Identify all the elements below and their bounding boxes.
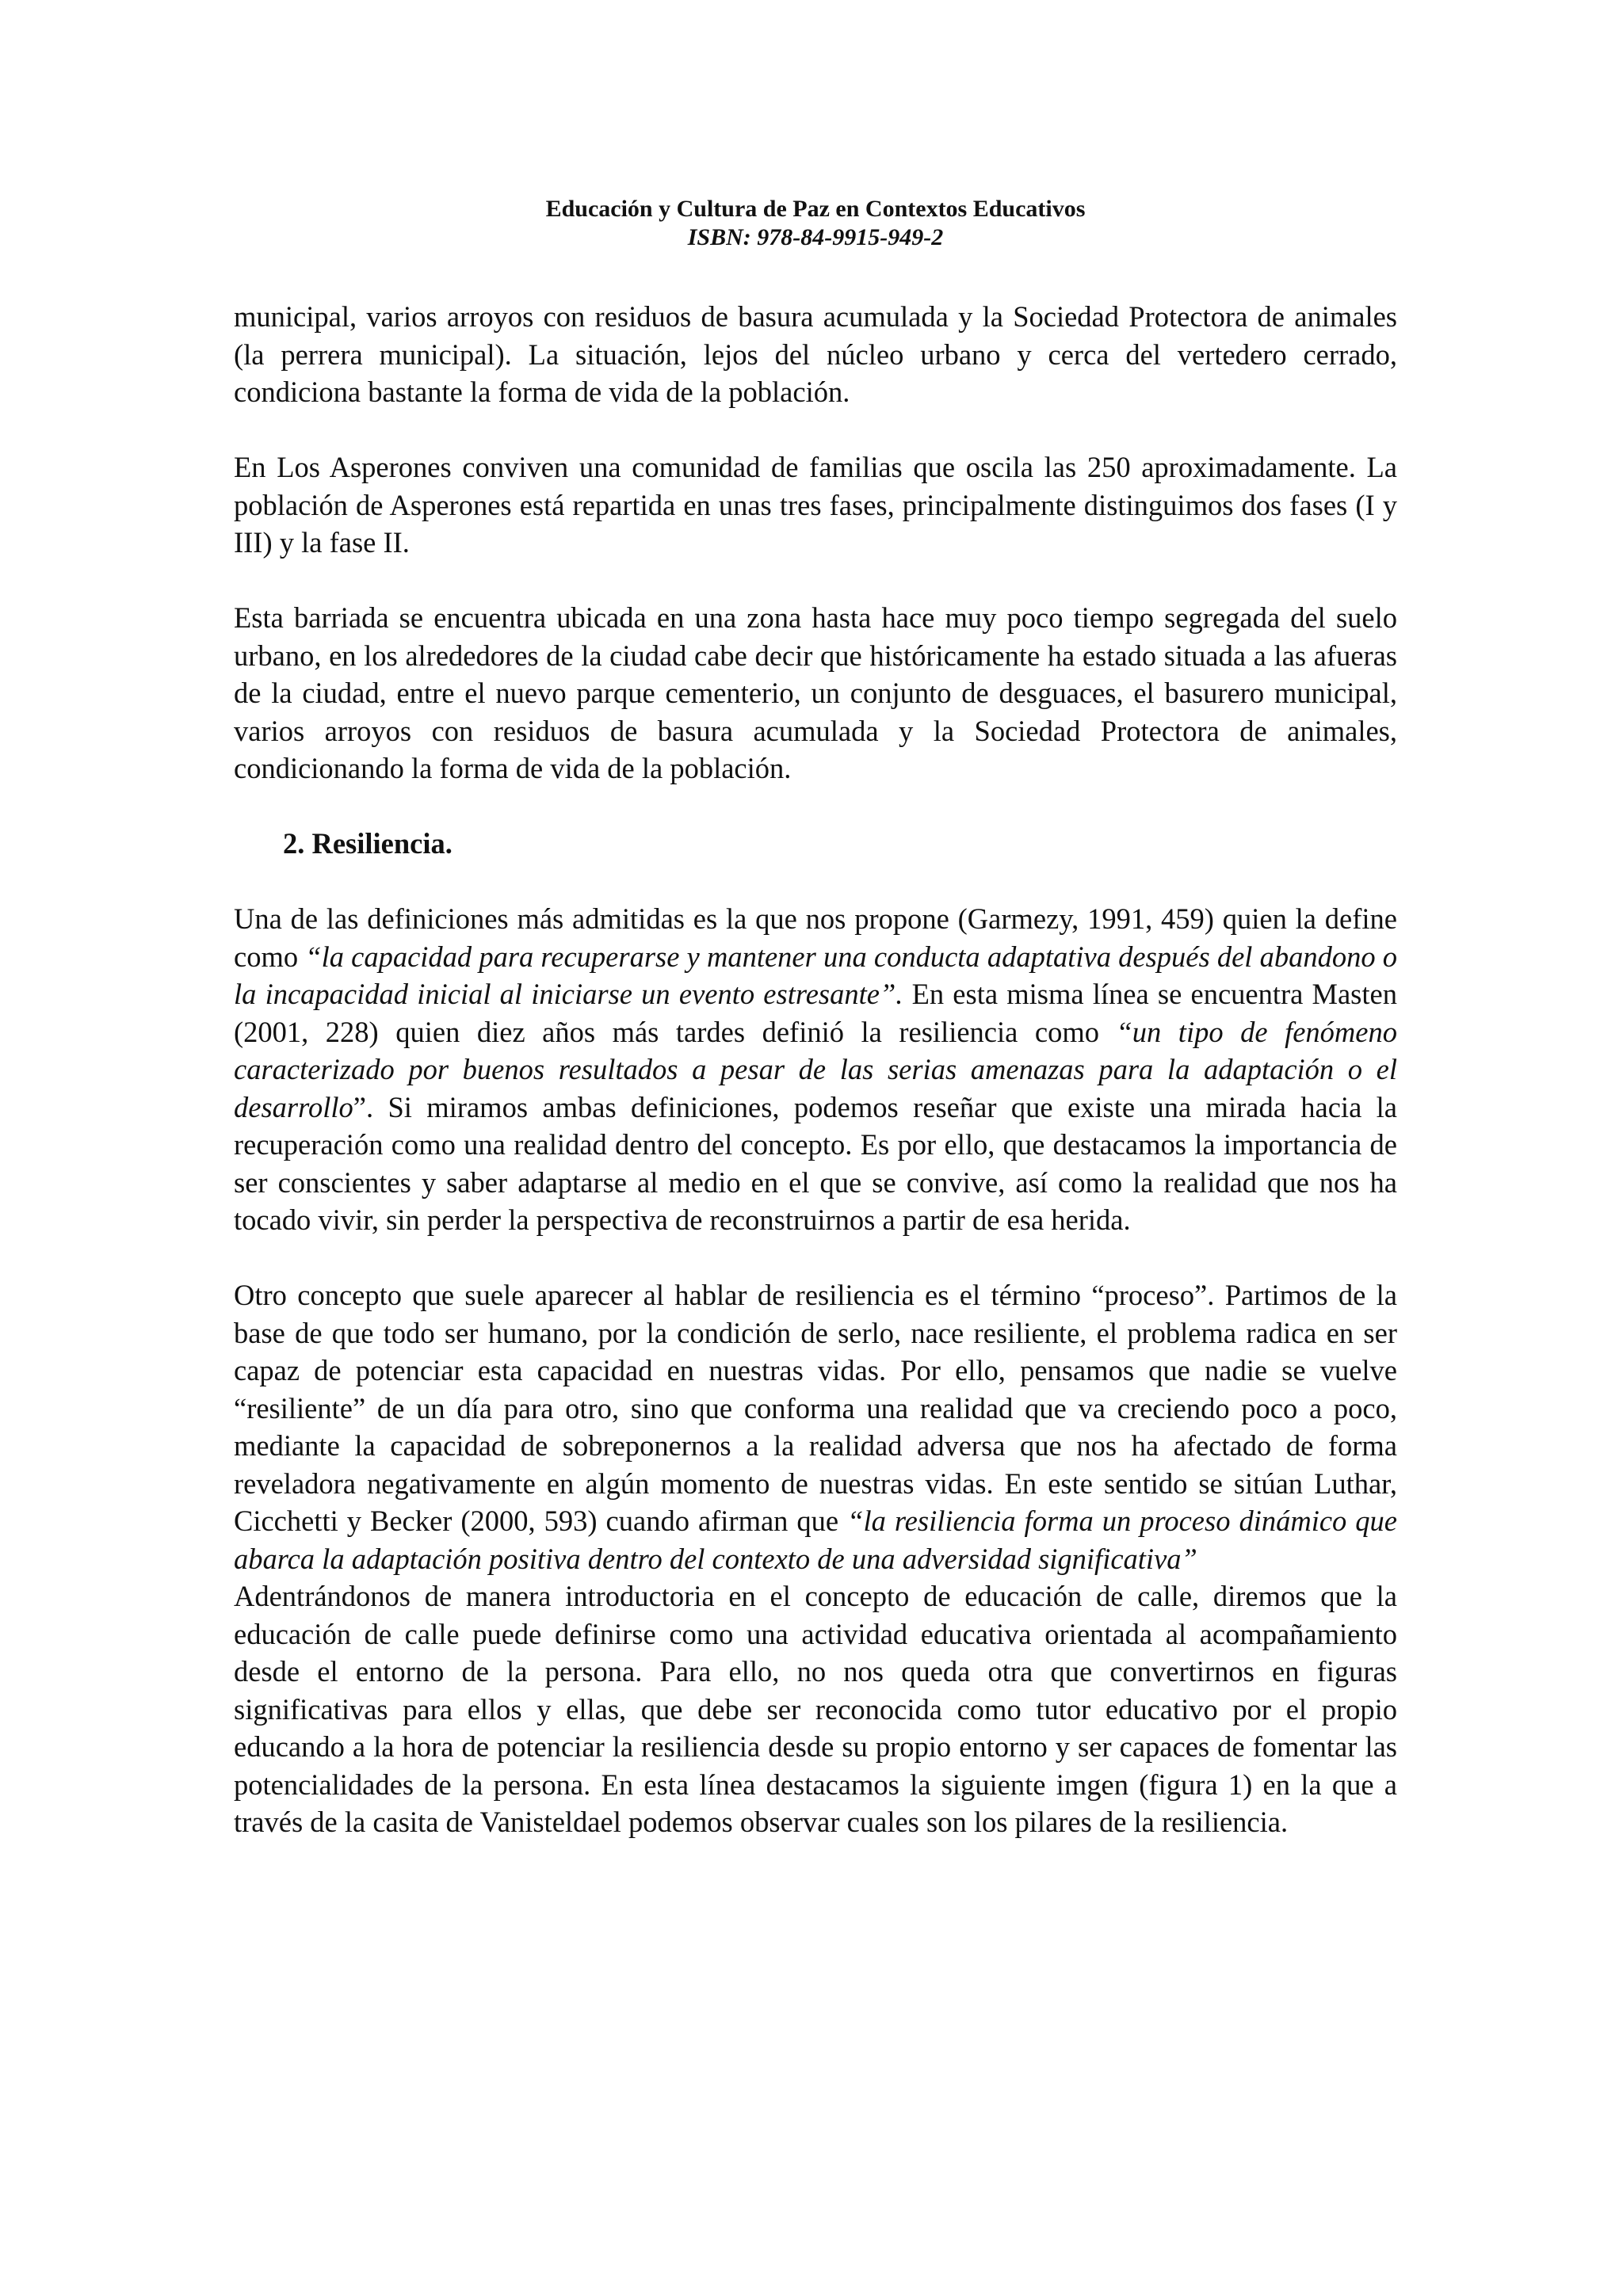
paragraph-4-text-c: ”. Si miramos ambas definiciones, podemos reseñar que existe una mirada hacia la recuperación como una realidad dentro del concepto. Es por ello, que destacamos la importancia de ser conscientes y saber adaptarse al medio en el que se convive, así como la realidad que nos ha tocado vivir, sin perder la perspectiva de reconstruirnos a partir de esa herida. — [234, 1090, 1397, 1236]
paragraph-4-quote-1: “la capacidad para recuperarse y mantener una conducta adaptativa después del abandono o la incapacidad inicial al iniciarse un evento estresante”. — [234, 940, 1398, 1010]
header-isbn: ISBN: 978-84-9915-949-2 — [687, 224, 944, 250]
section-heading: 2. Resiliencia. — [283, 827, 453, 860]
paragraph-1: municipal, varios arroyos con residuos de basura acumulada y la Sociedad Protectora de animales (la perrera municipal). La situación, lejos del núcleo urbano y cerca del vertedero cerrado, condiciona bastante la forma de vida de la población. — [234, 300, 1397, 408]
paragraph-4 — [234, 900, 1397, 1239]
header-title: Educación y Cultura de Paz en Contextos Educativos — [545, 196, 1086, 222]
paragraph-5-quote-1: “la resiliencia forma un proceso dinámico que abarca la adaptación positiva dentro del contexto de una adversidad significativa” — [234, 1505, 1397, 1575]
paragraph-4-quote-2: “un tipo de fenómeno caracterizado por buenos resultados a pesar de las serias amenazas para la adaptación o el desarrollo — [234, 1015, 1397, 1123]
paragraph-4-text-b: En esta misma línea se encuentra Masten (2001, 228) quien diez años más tardes definió la resiliencia como — [234, 978, 1397, 1048]
paragraph-4-text-a: Una de las definiciones más admitidas es la que nos propone (Garmezy, 1991, 459) quien la define como — [234, 902, 1397, 973]
paragraph-6: Adentrándonos de manera introductoria en el concepto de educación de calle, diremos que la educación de calle puede definirse como una actividad educativa orientada al acompañamiento desde el entorno de la persona. Para ello, no nos queda otra que convertirnos en figuras significativas para ellos y ellas, que debe ser reconocida como tutor educativo por el propio educando a la hora de potenciar la resiliencia desde su propio entorno y ser capaces de fomentar las potencialidades de la persona. En esta línea destacamos la siguiente imgen (figura 1) en la que a través de la casita de Vanisteldael podemos observar cuales son los pilares de la resiliencia. — [234, 1580, 1397, 1838]
body-text — [234, 298, 1397, 1878]
paragraph-2: En Los Asperones conviven una comunidad de familias que oscila las 250 aproximadamente. La población de Asperones está repartida en unas tres fases, principalmente distinguimos dos fases (I y III) y la fase II. — [234, 451, 1397, 559]
paragraph-5-text-a: Otro concepto que suele aparecer al hablar de resiliencia es el término “proceso”. Partimos de la base de que todo ser humano, por la condición de serlo, nace resiliente, el problema radica en ser capaz de potenciar esta capacidad en nuestras vidas. Por ello, pensamos que nadie se vuelve “resiliente” de un día para otro, sino que conforma una realidad que va creciendo poco a poco, mediante la capacidad de sobreponernos a la realidad adversa que nos ha afectado de forma reveladora negativamente en algún momento de nuestras vidas. En este sentido se sitúan Luthar, Cicchetti y Becker (2000, 593) cuando afirman que — [234, 1279, 1397, 1537]
paragraph-5 — [234, 1276, 1397, 1577]
page-header — [234, 195, 1397, 252]
paragraph-3: Esta barriada se encuentra ubicada en una zona hasta hace muy poco tiempo segregada del suelo urbano, en los alrededores de la ciudad cabe decir que históricamente ha estado situada a las afueras de la ciudad, entre el nuevo parque cementerio, un conjunto de desguaces, el basurero municipal, varios arroyos con residuos de basura acumulada y la Sociedad Protectora de animales, condicionando la forma de vida de la población. — [234, 601, 1397, 784]
